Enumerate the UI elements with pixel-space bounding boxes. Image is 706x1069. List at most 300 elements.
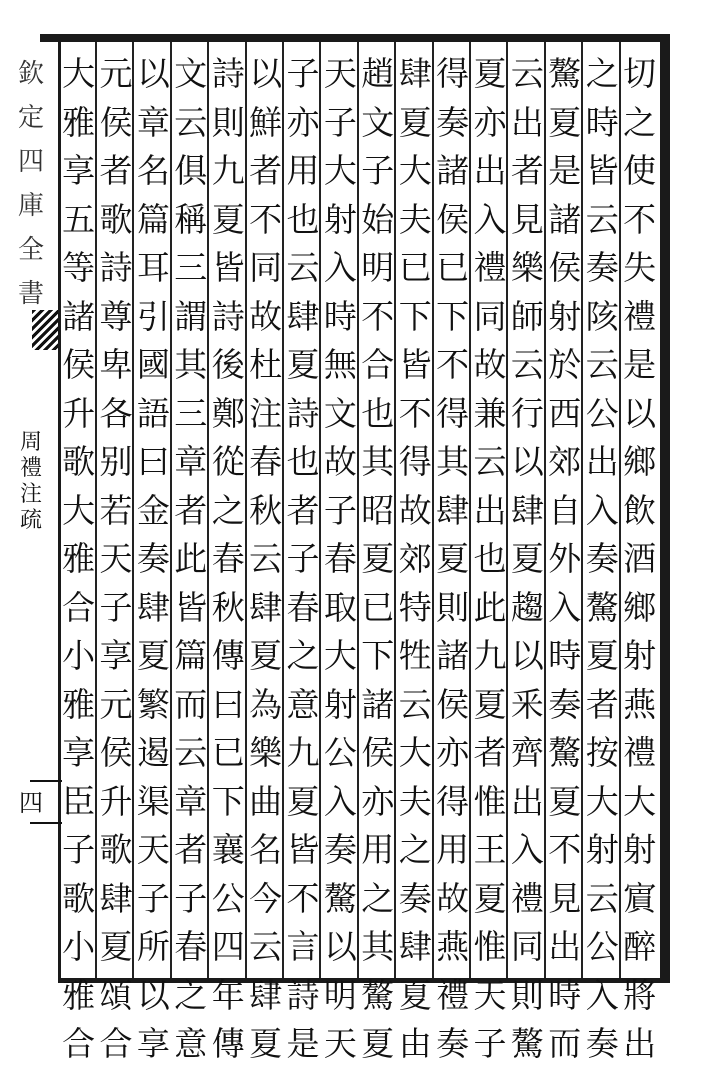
character: 春 — [211, 539, 245, 578]
character: 使 — [623, 151, 657, 190]
character: 元 — [99, 684, 133, 724]
character: 享 — [99, 636, 133, 675]
character: 故 — [436, 878, 470, 918]
character: 云 — [510, 54, 544, 93]
character: 已 — [361, 587, 395, 627]
margin-character: 四 — [19, 789, 43, 817]
character: 子 — [473, 1024, 507, 1063]
character: 肆 — [249, 587, 283, 627]
margin-character: 書 — [17, 279, 44, 309]
character: 此 — [174, 539, 208, 578]
character: 郊 — [548, 442, 582, 481]
character: 頌 — [99, 975, 133, 1015]
character: 侯 — [99, 733, 133, 772]
character: 皆 — [211, 248, 245, 287]
character: 皆 — [398, 345, 432, 384]
character: 春 — [249, 442, 283, 481]
character: 樂 — [510, 248, 544, 287]
character: 云 — [249, 927, 283, 966]
character: 大 — [398, 151, 432, 190]
margin-character: 欽 — [17, 59, 44, 89]
margin-character: 周 — [19, 430, 42, 455]
character: 明 — [361, 248, 395, 287]
character: 子 — [62, 830, 96, 869]
character: 諸 — [436, 151, 470, 190]
character: 夏 — [585, 636, 619, 675]
character: 下 — [361, 636, 395, 675]
character: 不 — [548, 830, 582, 869]
character: 夏 — [286, 781, 320, 821]
character: 郊 — [398, 539, 432, 578]
character: 傳 — [211, 636, 245, 675]
character: 雅 — [62, 975, 96, 1015]
character: 侯 — [62, 345, 96, 384]
character: 牲 — [398, 636, 432, 675]
character: 之 — [174, 975, 208, 1015]
character: 稱 — [174, 199, 208, 239]
character: 享 — [62, 151, 96, 190]
character: 入 — [510, 830, 544, 869]
character: 之 — [286, 636, 320, 675]
character: 升 — [99, 781, 133, 821]
character: 秋 — [211, 587, 245, 627]
character: 大 — [623, 781, 657, 821]
character: 天 — [323, 54, 357, 93]
character: 言 — [286, 927, 320, 966]
character: 詩 — [211, 54, 245, 93]
character: 九 — [211, 151, 245, 190]
character: 從 — [211, 442, 245, 481]
character: 趨 — [510, 587, 544, 627]
character: 年 — [211, 975, 245, 1015]
character: 不 — [286, 878, 320, 918]
character: 釆 — [510, 684, 544, 724]
character: 奏 — [585, 539, 619, 578]
character: 肆 — [99, 878, 133, 918]
character: 始 — [361, 199, 395, 239]
character: 射 — [323, 199, 357, 239]
character: 入 — [548, 587, 582, 627]
character: 夏 — [361, 1024, 395, 1063]
margin-character: 注 — [19, 482, 42, 507]
character: 奏 — [585, 1024, 619, 1063]
character: 見 — [510, 199, 544, 239]
character: 夫 — [398, 199, 432, 239]
character: 雅 — [62, 539, 96, 578]
character: 驁 — [323, 878, 357, 918]
character: 賔 — [623, 878, 657, 918]
character: 歌 — [62, 878, 96, 918]
character: 不 — [361, 296, 395, 336]
character: 子 — [174, 878, 208, 918]
character: 云 — [585, 878, 619, 918]
character: 特 — [398, 587, 432, 627]
character: 肆 — [436, 490, 470, 530]
character: 見 — [548, 878, 582, 918]
character: 亦 — [286, 102, 320, 142]
character: 文 — [174, 54, 208, 93]
character: 入 — [585, 490, 619, 530]
character: 其 — [361, 442, 395, 481]
character: 同 — [473, 296, 507, 336]
text-column — [543, 50, 587, 1063]
character: 行 — [510, 393, 544, 433]
character: 者 — [286, 490, 320, 530]
character: 詩 — [99, 248, 133, 287]
character: 侯 — [361, 733, 395, 772]
character: 歌 — [99, 830, 133, 869]
character: 也 — [361, 393, 395, 433]
character: 篇 — [174, 636, 208, 675]
character: 天 — [323, 1024, 357, 1063]
character: 燕 — [623, 684, 657, 724]
character: 不 — [398, 393, 432, 433]
character: 用 — [286, 151, 320, 190]
character: 肆 — [136, 587, 170, 627]
character: 九 — [286, 733, 320, 772]
text-column — [618, 50, 662, 1063]
character: 得 — [398, 442, 432, 481]
character: 夏 — [473, 54, 507, 93]
character: 得 — [436, 393, 470, 433]
character: 下 — [436, 296, 470, 336]
character: 皆 — [585, 151, 619, 190]
character: 小 — [62, 636, 96, 675]
character: 肆 — [398, 54, 432, 93]
character: 三 — [174, 248, 208, 287]
character: 得 — [436, 54, 470, 93]
character: 者 — [174, 490, 208, 530]
character: 時 — [548, 975, 582, 1015]
character: 故 — [398, 490, 432, 530]
character: 夏 — [473, 878, 507, 918]
character: 春 — [323, 539, 357, 578]
character: 奏 — [436, 102, 470, 142]
character: 享 — [136, 1024, 170, 1063]
character: 語 — [136, 393, 170, 433]
character: 鄭 — [211, 393, 245, 433]
character: 已 — [436, 248, 470, 287]
character: 夏 — [286, 345, 320, 384]
character: 醉 — [623, 927, 657, 966]
character: 夏 — [136, 636, 170, 675]
character: 公 — [585, 927, 619, 966]
character: 也 — [473, 539, 507, 578]
character: 雅 — [62, 684, 96, 724]
character: 者 — [585, 684, 619, 724]
character: 五 — [62, 199, 96, 239]
character: 王 — [473, 830, 507, 869]
character: 惟 — [473, 781, 507, 821]
character: 天 — [136, 830, 170, 869]
character: 肆 — [398, 927, 432, 966]
character: 文 — [361, 102, 395, 142]
character: 子 — [361, 151, 395, 190]
character: 杜 — [249, 345, 283, 384]
character: 卑 — [99, 345, 133, 384]
character: 入 — [323, 248, 357, 287]
character: 春 — [286, 587, 320, 627]
character: 以 — [510, 442, 544, 481]
margin-character: 庫 — [17, 191, 44, 221]
character: 飲 — [623, 490, 657, 530]
character: 升 — [62, 393, 96, 433]
character: 下 — [398, 296, 432, 336]
character: 明 — [323, 975, 357, 1015]
character: 侯 — [436, 199, 470, 239]
character: 小 — [62, 927, 96, 966]
character: 公 — [211, 878, 245, 918]
character: 侯 — [436, 684, 470, 724]
character: 不 — [623, 199, 657, 239]
character: 意 — [286, 684, 320, 724]
character: 者 — [510, 151, 544, 190]
character: 故 — [473, 345, 507, 384]
margin-chapter-title — [6, 430, 56, 534]
character: 金 — [136, 490, 170, 530]
character: 夏 — [473, 684, 507, 724]
character: 以 — [249, 54, 283, 93]
character: 時 — [548, 636, 582, 675]
character: 夏 — [398, 975, 432, 1015]
character: 子 — [286, 539, 320, 578]
character: 各 — [99, 393, 133, 433]
character: 外 — [548, 539, 582, 578]
character: 則 — [510, 975, 544, 1015]
character: 傳 — [211, 1024, 245, 1063]
character: 引 — [136, 296, 170, 336]
character: 之 — [361, 878, 395, 918]
character: 肆 — [249, 975, 283, 1015]
character: 云 — [174, 102, 208, 142]
character: 肆 — [286, 296, 320, 336]
character: 由 — [398, 1024, 432, 1063]
character: 大 — [323, 636, 357, 675]
text-column — [57, 50, 101, 1063]
character: 自 — [548, 490, 582, 530]
text-column — [468, 50, 512, 1063]
character: 詩 — [211, 296, 245, 336]
character: 不 — [436, 345, 470, 384]
character: 其 — [436, 442, 470, 481]
character: 齊 — [510, 733, 544, 772]
character: 其 — [174, 345, 208, 384]
character: 繁 — [136, 684, 170, 724]
character: 奏 — [323, 830, 357, 869]
character: 出 — [473, 151, 507, 190]
character: 則 — [211, 102, 245, 142]
character: 四 — [211, 927, 245, 966]
character: 以 — [510, 636, 544, 675]
character: 别 — [99, 442, 133, 481]
character: 射 — [548, 296, 582, 336]
character: 樂 — [249, 733, 283, 772]
character: 以 — [623, 393, 657, 433]
character: 者 — [249, 151, 283, 190]
character: 出 — [510, 102, 544, 142]
character: 禮 — [510, 878, 544, 918]
character: 臣 — [62, 781, 96, 821]
character: 奏 — [548, 684, 582, 724]
character: 注 — [249, 393, 283, 433]
margin-book-title — [6, 52, 56, 316]
character: 師 — [510, 296, 544, 336]
character: 國 — [136, 345, 170, 384]
character: 已 — [211, 733, 245, 772]
character: 出 — [623, 1024, 657, 1063]
character: 時 — [323, 296, 357, 336]
character: 用 — [436, 830, 470, 869]
character: 三 — [174, 393, 208, 433]
character: 云 — [174, 733, 208, 772]
character: 春 — [174, 927, 208, 966]
character: 是 — [286, 1024, 320, 1063]
character: 夏 — [548, 781, 582, 821]
character: 而 — [174, 684, 208, 724]
character: 出 — [510, 781, 544, 821]
character: 其 — [361, 927, 395, 966]
character: 亦 — [436, 733, 470, 772]
character: 文 — [323, 393, 357, 433]
character: 大 — [323, 151, 357, 190]
character: 是 — [623, 345, 657, 384]
margin-character: 禮 — [19, 456, 42, 481]
character: 子 — [99, 587, 133, 627]
character: 之 — [211, 490, 245, 530]
character: 射 — [623, 830, 657, 869]
character: 天 — [99, 539, 133, 578]
character: 謂 — [174, 296, 208, 336]
character: 失 — [623, 248, 657, 287]
character: 射 — [323, 684, 357, 724]
character: 曰 — [211, 684, 245, 724]
character: 也 — [286, 199, 320, 239]
character: 惟 — [473, 927, 507, 966]
character: 九 — [473, 636, 507, 675]
character: 侯 — [99, 102, 133, 142]
character: 諸 — [62, 296, 96, 336]
character: 諸 — [548, 199, 582, 239]
character: 夏 — [249, 1024, 283, 1063]
text-column — [431, 50, 475, 1063]
character: 切 — [623, 54, 657, 93]
character: 子 — [136, 878, 170, 918]
character: 子 — [323, 490, 357, 530]
character: 享 — [62, 733, 96, 772]
character: 用 — [361, 830, 395, 869]
character: 章 — [174, 442, 208, 481]
character: 云 — [249, 539, 283, 578]
character: 故 — [249, 296, 283, 336]
character: 襄 — [211, 830, 245, 869]
character: 等 — [62, 248, 96, 287]
character: 鄉 — [623, 442, 657, 481]
character: 按 — [585, 733, 619, 772]
character: 之 — [623, 102, 657, 142]
character: 肆 — [510, 490, 544, 530]
character: 入 — [473, 199, 507, 239]
character: 昭 — [361, 490, 395, 530]
character: 耳 — [136, 248, 170, 287]
character: 同 — [249, 248, 283, 287]
character: 子 — [286, 54, 320, 93]
character: 公 — [323, 733, 357, 772]
character: 奏 — [398, 878, 432, 918]
character: 禮 — [473, 248, 507, 287]
character: 陔 — [585, 296, 619, 336]
character: 取 — [323, 587, 357, 627]
character: 出 — [585, 442, 619, 481]
character: 鮮 — [249, 102, 283, 142]
character: 云 — [473, 442, 507, 481]
character: 夏 — [99, 927, 133, 966]
character: 夫 — [398, 781, 432, 821]
character: 入 — [323, 781, 357, 821]
character: 者 — [174, 830, 208, 869]
character: 章 — [136, 102, 170, 142]
character: 以 — [136, 54, 170, 93]
text-column — [356, 50, 400, 1063]
character: 尊 — [99, 296, 133, 336]
character: 云 — [585, 199, 619, 239]
character: 下 — [211, 781, 245, 821]
character: 曰 — [136, 442, 170, 481]
character: 元 — [99, 54, 133, 93]
character: 皆 — [174, 587, 208, 627]
character: 同 — [510, 927, 544, 966]
character: 以 — [323, 927, 357, 966]
character: 俱 — [174, 151, 208, 190]
character: 遏 — [136, 733, 170, 772]
text-column — [94, 50, 138, 1063]
character: 此 — [473, 587, 507, 627]
character: 天 — [473, 975, 507, 1015]
margin-page-number — [6, 790, 56, 816]
character: 夏 — [398, 102, 432, 142]
character: 酒 — [623, 539, 657, 578]
character: 奏 — [436, 1024, 470, 1063]
margin-character: 疏 — [19, 508, 42, 533]
character: 奏 — [136, 539, 170, 578]
frame-top-border — [40, 34, 670, 42]
character: 兼 — [473, 393, 507, 433]
character: 歌 — [99, 199, 133, 239]
character: 篇 — [136, 199, 170, 239]
character: 是 — [548, 151, 582, 190]
character: 大 — [62, 490, 96, 530]
character: 夏 — [211, 199, 245, 239]
text-column — [244, 50, 288, 1063]
character: 侯 — [548, 248, 582, 287]
character: 合 — [62, 1024, 96, 1063]
character: 出 — [473, 490, 507, 530]
character: 大 — [398, 733, 432, 772]
character: 亦 — [361, 781, 395, 821]
character: 子 — [323, 102, 357, 142]
character: 合 — [99, 1024, 133, 1063]
character: 云 — [286, 248, 320, 287]
character: 之 — [398, 830, 432, 869]
character: 意 — [174, 1024, 208, 1063]
character: 出 — [548, 927, 582, 966]
character: 今 — [249, 878, 283, 918]
character: 禮 — [623, 296, 657, 336]
margin-character: 定 — [17, 103, 44, 133]
character: 諸 — [436, 636, 470, 675]
character: 夏 — [361, 539, 395, 578]
character: 合 — [62, 587, 96, 627]
character: 云 — [510, 345, 544, 384]
